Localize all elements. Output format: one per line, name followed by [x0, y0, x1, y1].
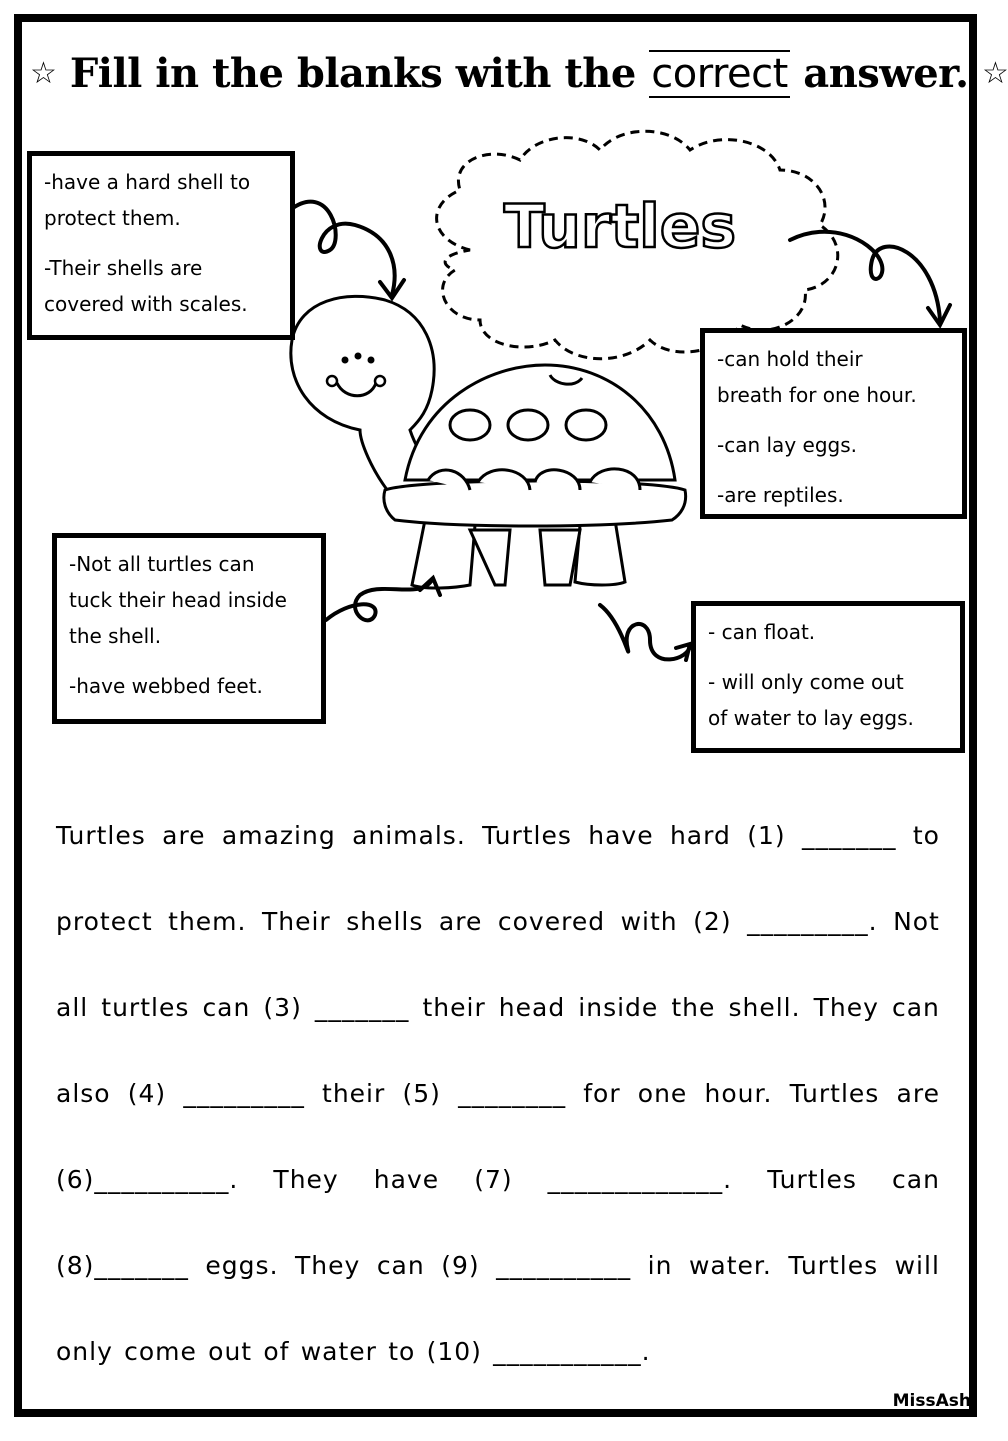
- passage-word: water.: [688, 1251, 772, 1280]
- passage-word: in: [647, 1251, 673, 1280]
- fact-box-bottom-right: [691, 601, 965, 753]
- answer-blank: _________: [183, 1079, 305, 1108]
- passage-word: to: [912, 821, 940, 850]
- answer-blank: ___________.: [493, 1337, 651, 1366]
- title-text-after: answer.: [803, 50, 969, 97]
- passage-word: out: [208, 1337, 253, 1366]
- fact-box-top-left: [27, 151, 295, 340]
- answer-blank: __________: [496, 1251, 632, 1280]
- passage-word: all: [56, 993, 89, 1022]
- title-text-before: Fill in the blanks with the: [69, 50, 636, 97]
- passage-word: (5): [402, 1079, 441, 1108]
- passage-word: with: [620, 907, 678, 936]
- passage-word: Turtles: [789, 1079, 880, 1108]
- passage-line: [56, 1324, 940, 1410]
- answer-blank: (8)_______: [56, 1251, 189, 1280]
- answer-blank: _______: [314, 993, 410, 1022]
- passage-line: [56, 980, 940, 1066]
- passage-word: (4): [127, 1079, 167, 1108]
- passage-word: covered: [497, 907, 606, 936]
- passage-word: one: [637, 1079, 688, 1108]
- title-highlight-word: correct: [651, 51, 788, 97]
- passage-word: will: [894, 1251, 940, 1280]
- fact-line: -Their shells are: [44, 256, 203, 280]
- passage-word: eggs.: [205, 1251, 279, 1280]
- passage-word: can: [202, 993, 251, 1022]
- passage-word: for: [583, 1079, 621, 1108]
- fact-line: -can hold their: [717, 347, 863, 371]
- passage-line: [56, 894, 940, 980]
- passage-word: Turtles: [788, 1251, 879, 1280]
- passage-word: protect: [56, 907, 153, 936]
- passage-word: are: [438, 907, 483, 936]
- passage-word: only: [56, 1337, 113, 1366]
- cloud-label: Turtles: [503, 192, 737, 262]
- passage-word: They: [813, 993, 879, 1022]
- passage-word: (1): [747, 821, 786, 850]
- passage-word: of: [263, 1337, 290, 1366]
- passage-word: Turtles: [482, 821, 572, 850]
- fact-line: protect them.: [44, 206, 181, 230]
- passage-word: inside: [578, 993, 659, 1022]
- passage-line: [56, 1152, 940, 1238]
- passage-word: shells: [346, 907, 424, 936]
- passage-word: their: [322, 1079, 386, 1108]
- fact-line: breath for one hour.: [717, 383, 917, 407]
- fact-line: the shell.: [69, 624, 162, 648]
- passage-word: (9): [441, 1251, 480, 1280]
- fact-line: covered with scales.: [44, 292, 248, 316]
- passage-word: Turtles: [767, 1165, 857, 1194]
- passage-word: (10): [426, 1337, 482, 1366]
- fact-line: - can float.: [708, 620, 816, 644]
- passage-word: Not: [893, 907, 940, 936]
- passage-word: Turtles: [56, 821, 146, 850]
- fact-line: -Not all turtles can: [69, 552, 255, 576]
- passage-word: can: [891, 993, 940, 1022]
- answer-blank: (6)__________.: [56, 1165, 239, 1194]
- passage-word: water: [300, 1337, 377, 1366]
- fact-box-bottom-left: [52, 533, 326, 724]
- passage-word: (3): [263, 993, 302, 1022]
- answer-blank: _____________.: [547, 1165, 733, 1194]
- answer-blank: _______: [801, 821, 897, 850]
- star-icon-left: ☆: [30, 56, 57, 91]
- fact-box-top-right: [700, 328, 967, 519]
- passage-word: can: [892, 1165, 940, 1194]
- passage-word: the: [671, 993, 716, 1022]
- passage-word: head: [498, 993, 566, 1022]
- fact-line: -are reptiles.: [717, 483, 844, 507]
- turtle-legs-icon: [412, 520, 625, 588]
- star-icon-right: ☆: [981, 56, 1008, 91]
- passage-word: (7): [474, 1165, 513, 1194]
- passage-word: their: [422, 993, 486, 1022]
- passage-word: hour.: [704, 1079, 773, 1108]
- passage-word: (2): [693, 907, 732, 936]
- passage-word: are: [896, 1079, 940, 1108]
- passage-word: them.: [168, 907, 247, 936]
- fact-line: -have a hard shell to: [44, 170, 251, 194]
- fact-line: -can lay eggs.: [717, 433, 857, 457]
- passage-line: [56, 1238, 940, 1324]
- passage-word: can: [376, 1251, 425, 1280]
- passage-word: Their: [261, 907, 331, 936]
- fact-line: tuck their head inside: [69, 588, 287, 612]
- passage-word: They: [295, 1251, 361, 1280]
- passage-word: shell.: [728, 993, 801, 1022]
- passage-word: have: [588, 821, 654, 850]
- fact-line: - will only come out: [708, 670, 904, 694]
- author-credit: MissAsh: [892, 1391, 971, 1411]
- passage-word: also: [56, 1079, 111, 1108]
- fill-in-passage: [56, 808, 940, 1410]
- passage-word: turtles: [101, 993, 190, 1022]
- fact-line: -have webbed feet.: [69, 674, 263, 698]
- passage-word: come: [124, 1337, 197, 1366]
- passage-line: [56, 1066, 940, 1152]
- answer-blank: ________: [458, 1079, 567, 1108]
- passage-word: hard: [669, 821, 731, 850]
- passage-word: are: [162, 821, 206, 850]
- fact-line: of water to lay eggs.: [708, 706, 914, 730]
- passage-word: They: [273, 1165, 339, 1194]
- passage-line: [56, 808, 940, 894]
- passage-word: to: [388, 1337, 416, 1366]
- passage-word: animals.: [352, 821, 466, 850]
- passage-word: have: [373, 1165, 440, 1194]
- passage-word: amazing: [221, 821, 336, 850]
- answer-blank: _________.: [747, 907, 878, 936]
